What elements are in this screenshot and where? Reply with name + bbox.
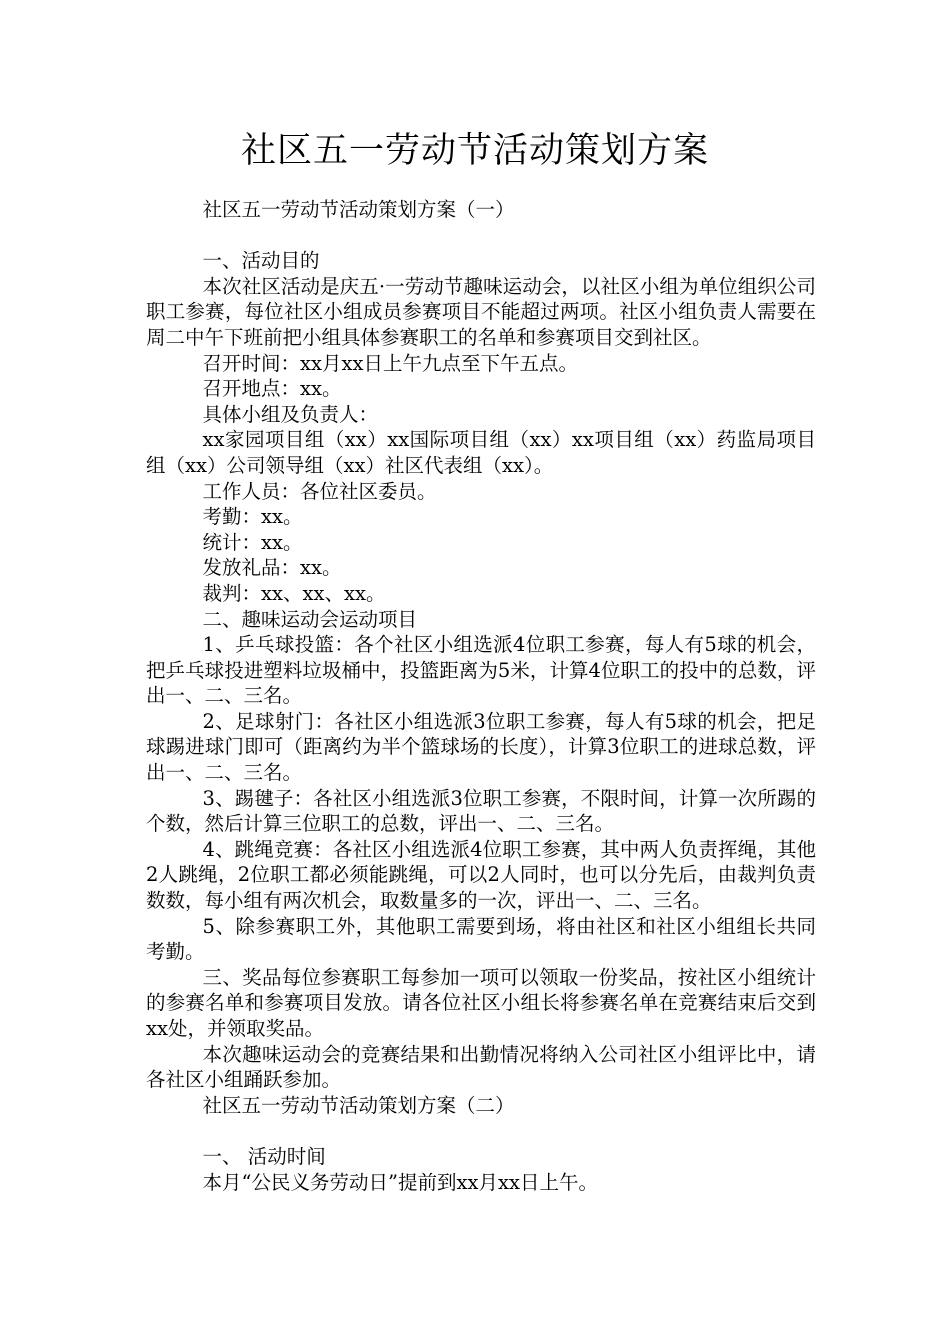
paragraph: 三、奖品每位参赛职工每参加一项可以领取一份奖品，按社区小组统计的参赛名单和参赛项目发放。请各位社区小组长将参赛名单在竞赛结束后交到xx处，并领取奖品。 <box>146 965 816 1040</box>
section-heading: 社区五一劳动节活动策划方案（一） <box>202 198 515 221</box>
document-title: 社区五一劳动节活动策划方案 <box>240 131 709 171</box>
paragraph: 2、足球射门：各社区小组选派3位职工参赛，每人有5球的机会，把足球踢进球门即可（距离约为半个篮球场的长度），计算3位职工的进球总数，评出一、二、三名。 <box>146 709 816 785</box>
paragraph: 本月“公民义务劳动日”提前到xx月xx日上午。 <box>202 1170 598 1194</box>
paragraph: 发放礼品：xx。 <box>202 556 342 580</box>
paragraph: 本次趣味运动会的竞赛结果和出勤情况将纳入公司社区小组评比中，请各社区小组踊跃参加。 <box>146 1042 816 1092</box>
paragraph: 一、 活动时间 <box>202 1144 326 1168</box>
paragraph: 本次社区活动是庆五·一劳动节趣味运动会，以社区小组为单位组织公司职工参赛，每位社区小组成员参赛项目不能超过两项。社区小组负责人需要在周二中午下班前把小组具体参赛职工的名单和参赛项目交到社区。 <box>146 274 816 349</box>
paragraph: 具体小组及负责人： <box>202 402 379 426</box>
section-heading: 社区五一劳动节活动策划方案（二） <box>202 1093 515 1117</box>
paragraph: 4、跳绳竞赛：各社区小组选派4位职工参赛，其中两人负责挥绳，其他2人跳绳，2位职工都必须能跳绳，可以2人同时，也可以分先后，由裁判负责数数，每小组有两次机会，取数量多的一次，评出一、二、三名。 <box>146 837 816 913</box>
document-body <box>146 197 816 1195</box>
paragraph: 工作人员：各位社区委员。 <box>202 479 437 503</box>
paragraph: 5、除参赛职工外，其他职工需要到场，将由社区和社区小组组长共同考勤。 <box>146 914 816 964</box>
paragraph: 裁判：xx、xx、xx。 <box>202 581 386 605</box>
paragraph: 召开地点：xx。 <box>202 377 342 401</box>
paragraph: xx家园项目组（xx）xx国际项目组（xx）xx项目组（xx）药监局项目组（xx）公司领导组（xx）社区代表组（xx）。 <box>146 428 816 477</box>
paragraph: 统计：xx。 <box>202 530 303 554</box>
paragraph: 二、趣味运动会运动项目 <box>202 607 418 631</box>
paragraph: 一、活动目的 <box>202 249 320 273</box>
paragraph: 考勤：xx。 <box>202 505 303 529</box>
paragraph: 3、踢毽子：各社区小组选派3位职工参赛，不限时间，计算一次所踢的个数，然后计算三位职工的总数，评出一、二、三名。 <box>146 786 816 836</box>
paragraph: 1、乒乓球投篮：各个社区小组选派4位职工参赛，每人有5球的机会，把乒乓球投进塑料垃圾桶中，投篮距离为5米，计算4位职工的投中的总数，评出一、二、三名。 <box>146 633 816 708</box>
paragraph: 召开时间：xx月xx日上午九点至下午五点。 <box>202 351 579 375</box>
